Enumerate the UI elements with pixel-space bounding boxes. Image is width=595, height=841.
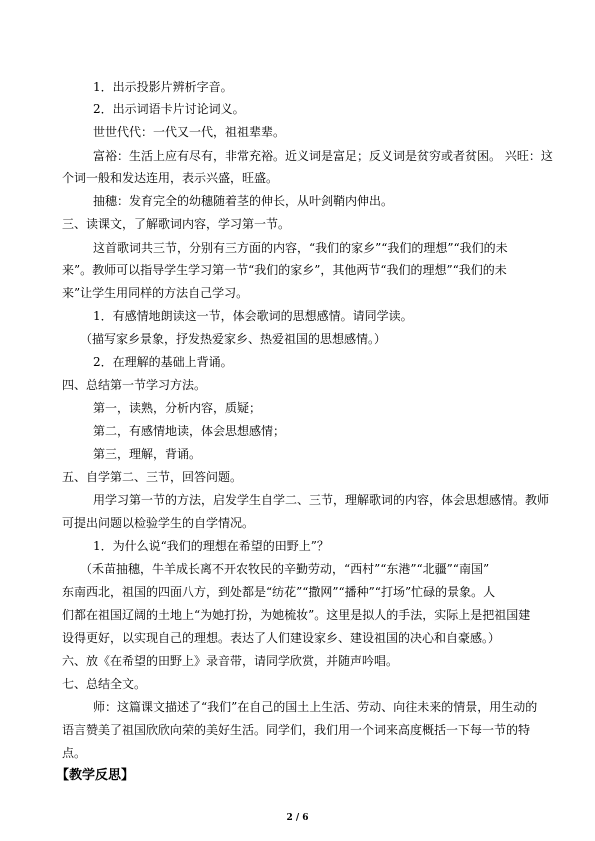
text-line: 个词一般和发达连用，表示兴盛，旺盛。 xyxy=(62,171,279,185)
text-line: 世世代代：一代又一代，祖祖辈辈。 xyxy=(93,125,286,139)
text-line: 来”。教师可以指导学生学习第一节“我们的家乡”，其他两节“我们的理想”“我们的未 xyxy=(62,263,507,277)
text-line: 师：这篇课文描述了“我们”在自己的国土上生活、劳动、向往未来的情景，用生动的 xyxy=(93,700,538,714)
text-line: 富裕：生活上应有尽有，非常充裕。近义词是富足；反义词是贫穷或者贫困。 兴旺：这 xyxy=(93,149,553,163)
text-line: 1．为什么说“我们的理想在希望的田野上”？ xyxy=(93,539,329,553)
section-title: 六、放《在希望的田野上》录音带，请同学欣赏，并随声吟唱。 xyxy=(62,654,399,668)
section-title: 四、总结第一节学习方法。 xyxy=(62,378,207,392)
text-line: 第一，读熟，分析内容，质疑； xyxy=(93,401,262,415)
page-number: 2 / 6 xyxy=(286,813,309,823)
text-line: 东南西北，祖国的四面八方，到处都是“纺花”“撒网”“播种”“打场”忙碌的景象。人 xyxy=(62,585,496,599)
text-line: 设得更好，以实现自己的理想。表达了人们建设家乡、建设祖国的决心和自豪感。） xyxy=(62,631,501,645)
text-line: 可提出问题以检验学生的自学情况。 xyxy=(62,516,255,530)
text-line: 这首歌词共三节，分别有三方面的内容，“我们的家乡”“我们的理想”“我们的未 xyxy=(93,241,508,255)
text-line: （禾苗抽穗，牛羊成长离不开农牧民的辛勤劳动，“西村”“东港”“北疆”“南国” xyxy=(80,562,490,576)
text-line: 语言赞美了祖国欣欣向荣的美好生活。同学们，我们用一个词来高度概括一下每一节的特 xyxy=(62,723,531,737)
text-line: 第三，理解，背诵。 xyxy=(93,447,202,461)
section-title: 七、总结全文。 xyxy=(62,677,147,691)
section-heading: 【教学反思】 xyxy=(56,768,135,783)
text-line: 抽穗：发育完全的幼穗随着茎的伸长，从叶剑鞘内伸出。 xyxy=(93,194,394,208)
text-line: 2．出示词语卡片讨论词义。 xyxy=(93,102,245,116)
section-title: 五、自学第二、三节，回答问题。 xyxy=(62,470,243,484)
text-line: 用学习第一节的方法，启发学生自学二、三节，理解歌词的内容，体会思想感情。教师 xyxy=(93,493,550,507)
text-line: 1．出示投影片辨析字音。 xyxy=(93,80,233,94)
text-line: 1．有感情地朗读这一节，体会歌词的思想感情。请同学读。 xyxy=(93,309,413,323)
section-title: 三、读课文，了解歌词内容，学习第一节。 xyxy=(62,217,291,231)
text-line: 点。 xyxy=(62,746,87,760)
text-line: 来”让学生用同样的方法自己学习。 xyxy=(62,286,249,300)
text-line: 第二，有感情地读，体会思想感情； xyxy=(93,424,286,438)
text-line: 们都在祖国辽阔的土地上“为她打扮，为她梳妆”。这里是拟人的手法，实际上是把祖国建 xyxy=(62,608,531,622)
text-line: （描写家乡景象，抒发热爱家乡、热爱祖国的思想感情。） xyxy=(80,332,387,346)
text-line: 2．在理解的基础上背诵。 xyxy=(93,355,233,369)
